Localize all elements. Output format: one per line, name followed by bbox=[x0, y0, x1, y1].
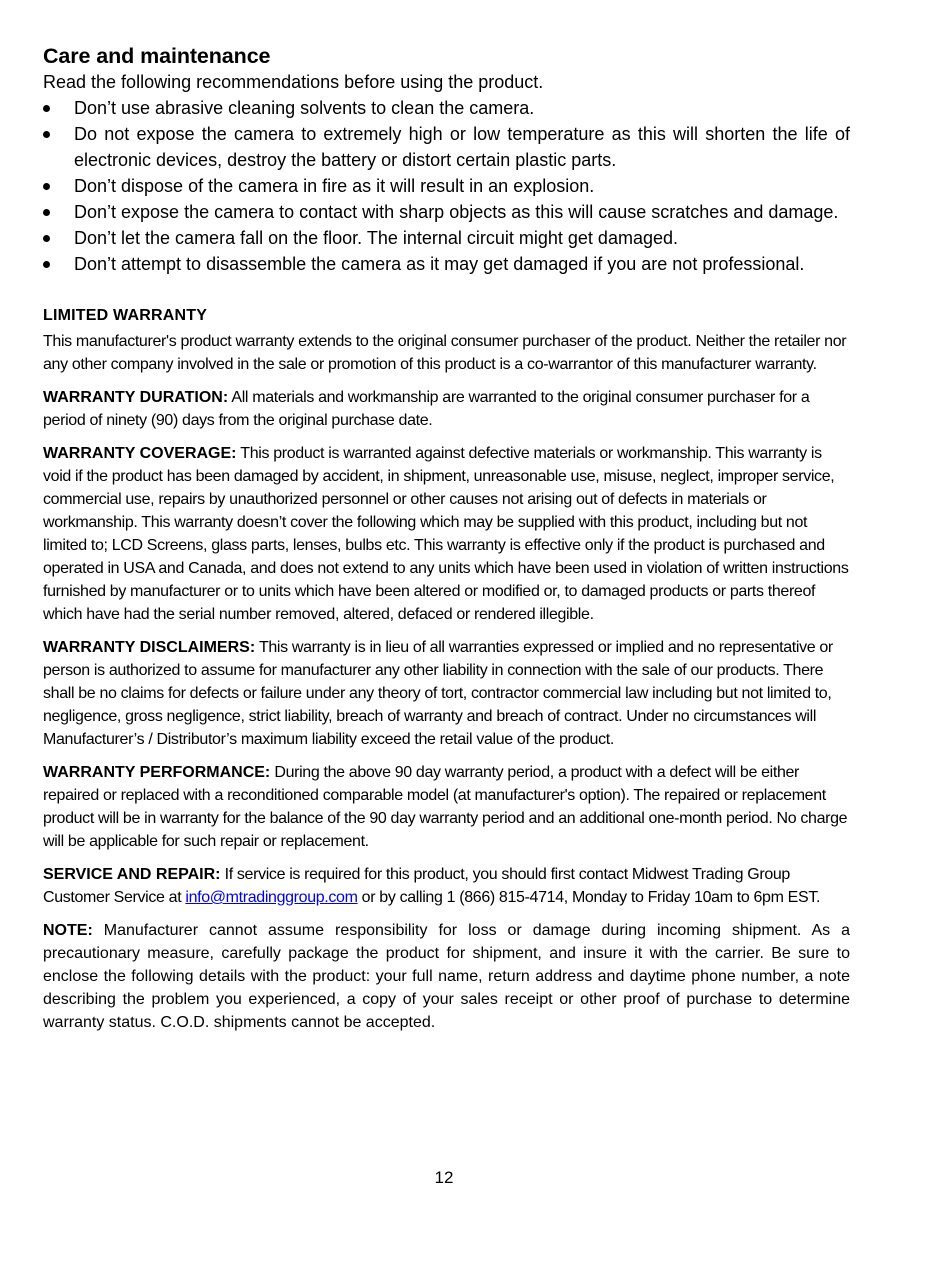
note-text: Manufacturer cannot assume responsibility for loss or damage during incoming shipment. As a precautionary measure, carefully package the product for shipment, and insure it with the carrier. Be sure to enclose the following details with the product: your full name, return address and daytime phone number, a note describing the problem you experienced, a copy of your sales receipt or other proof of purchase to determine warranty status. C.O.D. shipments cannot be accepted. bbox=[43, 922, 850, 1031]
duration-label: WARRANTY DURATION: bbox=[43, 389, 229, 406]
bullet-icon bbox=[43, 209, 50, 216]
bullet-icon bbox=[43, 131, 50, 138]
shipping-note bbox=[43, 919, 850, 1034]
list-item: Don’t let the camera fall on the floor. The internal circuit might get damaged. bbox=[43, 225, 850, 251]
warranty-title: LIMITED WARRANTY bbox=[43, 307, 208, 324]
warranty-performance bbox=[43, 761, 850, 853]
performance-label: WARRANTY PERFORMANCE: bbox=[43, 764, 271, 781]
bullet-icon bbox=[43, 183, 50, 190]
service-and-repair bbox=[43, 863, 850, 909]
service-text-before: If service is required for this product, you should first contact Midwest Trading Group Customer Service at bbox=[43, 866, 790, 906]
bullet-icon bbox=[43, 235, 50, 242]
disclaimers-label: WARRANTY DISCLAIMERS: bbox=[43, 639, 256, 656]
list-item: Don’t dispose of the camera in fire as it will result in an explosion. bbox=[43, 173, 850, 199]
page-number: 12 bbox=[434, 1168, 454, 1187]
note-label: NOTE: bbox=[43, 922, 93, 939]
warranty-coverage bbox=[43, 442, 850, 626]
support-email-link[interactable]: info@mtradinggroup.com bbox=[185, 889, 358, 906]
service-label: SERVICE AND REPAIR: bbox=[43, 866, 221, 883]
coverage-text: This product is warranted against defective materials or workmanship. This warranty is void if the product has been damaged by accident, in shipment, unreasonable use, misuse, neglect, improper service, commercial use, repairs by unauthorized personnel or other causes not arising out of defects in materials or workmanship. This warranty doesn’t cover the following which may be supplied with this product, including but not limited to; LCD Screens, glass parts, lenses, bulbs etc. This warranty is effective only if the product is purchased and operated in USA and Canada, and does not extend to any units which have been used in violation of written instructions furnished by manufacturer or to units which have been altered or modified or, to damaged products or parts thereof which have had the serial number removed, altered, defaced or rendered illegible. bbox=[43, 445, 849, 623]
coverage-label: WARRANTY COVERAGE: bbox=[43, 445, 237, 462]
list-item: Do not expose the camera to extremely high or low temperature as this will shorten the life of electronic devices, destroy the battery or distort certain plastic parts. bbox=[43, 121, 850, 173]
warranty-intro: This manufacturer's product warranty extends to the original consumer purchaser of the product. Neither the retailer nor any other company involved in the sale or promotion of this product is a co-warrantor of this manufacturer warranty. bbox=[43, 333, 847, 373]
care-title: Care and maintenance bbox=[43, 44, 271, 68]
warranty-duration bbox=[43, 386, 850, 432]
bullet-icon bbox=[43, 105, 50, 112]
list-item: Don’t expose the camera to contact with sharp objects as this will cause scratches and damage. bbox=[43, 199, 850, 225]
list-item: Don’t use abrasive cleaning solvents to clean the camera. bbox=[43, 95, 850, 121]
list-item: Don’t attempt to disassemble the camera as it may get damaged if you are not professional. bbox=[43, 251, 850, 277]
bullet-icon bbox=[43, 261, 50, 268]
service-text-after: or by calling 1 (866) 815-4714, Monday to Friday 10am to 6pm EST. bbox=[357, 889, 821, 906]
warranty-disclaimers bbox=[43, 636, 850, 751]
care-intro: Read the following recommendations before using the product. bbox=[43, 72, 544, 92]
disclaimers-text: This warranty is in lieu of all warranties expressed or implied and no representative or person is authorized to assume for manufacturer any other liability in connection with the sale of our products. There shall be no claims for defects or failure under any theory of tort, contractor commercial law including but not limited to, negligence, gross negligence, strict liability, breach of warranty and breach of contract. Under no circumstances will Manufacturer’s / Distributor’s maximum liability exceed the retail value of the product. bbox=[43, 639, 833, 748]
care-list bbox=[43, 95, 850, 277]
duration-text: All materials and workmanship are warranted to the original consumer purchaser for a period of ninety (90) days from the original purchase date. bbox=[43, 389, 810, 429]
performance-text: During the above 90 day warranty period, a product with a defect will be either repaired or replaced with a reconditioned comparable model (at manufacturer's option). The repaired or replacement product will be in warranty for the balance of the 90 day warranty period and an additional one-month period. No charge will be applicable for such repair or replacement. bbox=[43, 764, 848, 850]
